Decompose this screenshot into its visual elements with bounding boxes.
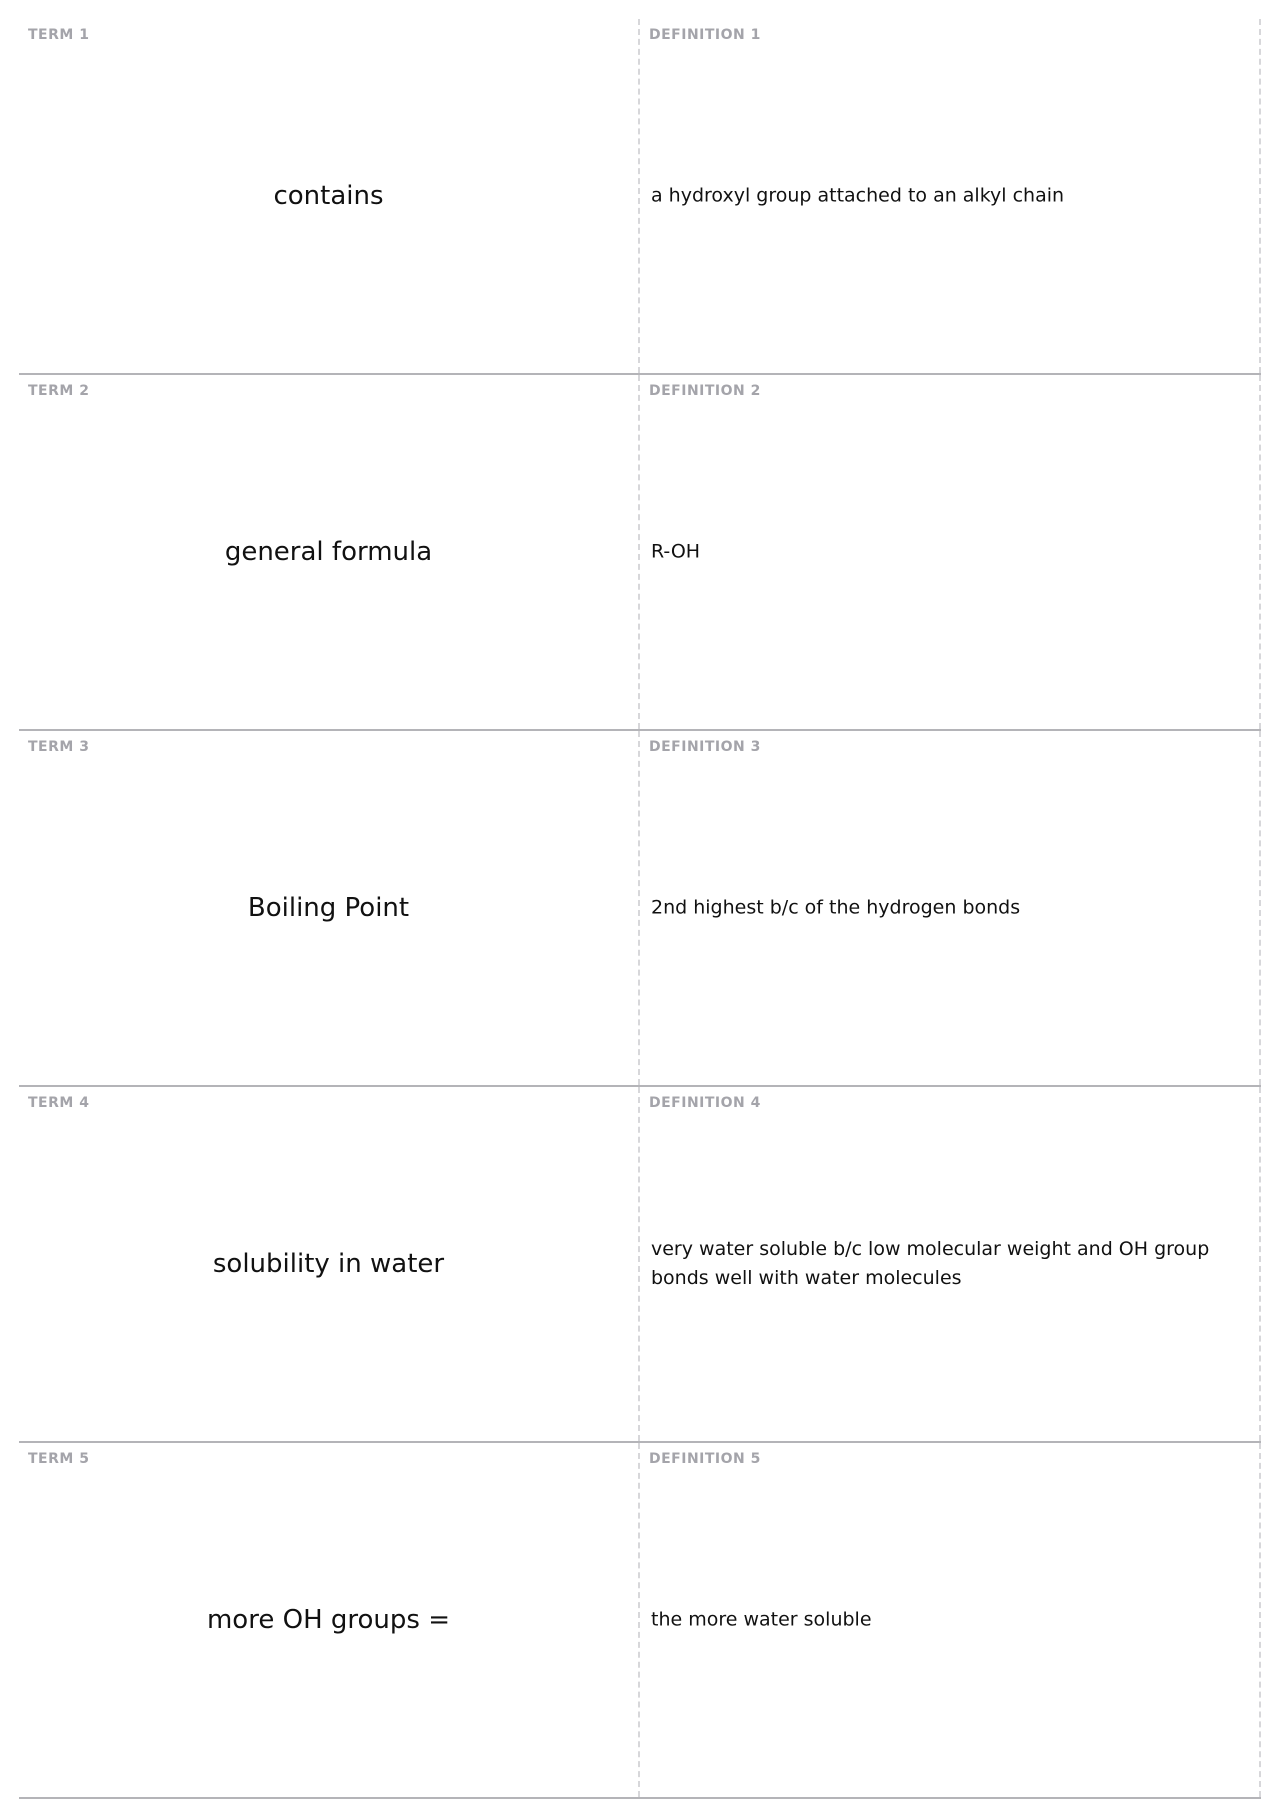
definition-text: a hydroxyl group attached to an alkyl chain [651, 184, 1065, 207]
flashcard-row [19, 19, 1261, 375]
term-text: Boiling Point [247, 893, 410, 923]
term-cell [19, 375, 640, 729]
term-cell [19, 19, 640, 373]
definition-cell [640, 731, 1261, 1085]
definition-text: 2nd highest b/c of the hydrogen bonds [651, 896, 1021, 919]
flashcard-row [19, 731, 1261, 1087]
flashcard-row [19, 1087, 1261, 1443]
term-text: more OH groups = [206, 1605, 450, 1635]
definition-label: DEFINITION 5 [649, 1451, 761, 1467]
flashcard-sheet [19, 19, 1261, 1795]
term-cell [19, 731, 640, 1085]
term-label: TERM 2 [28, 383, 90, 399]
definition-label: DEFINITION 1 [649, 27, 761, 43]
definition-cell [640, 375, 1261, 729]
term-label: TERM 1 [28, 27, 90, 43]
term-label: TERM 5 [28, 1451, 90, 1467]
term-text: contains [273, 181, 384, 211]
definition-cell [640, 1443, 1261, 1797]
definition-cell [640, 19, 1261, 373]
term-text: solubility in water [212, 1249, 445, 1279]
definition-label: DEFINITION 4 [649, 1095, 761, 1111]
definition-text: very water soluble b/c low molecular weight and OH group bonds well with water molecules [651, 1238, 1210, 1289]
definition-label: DEFINITION 2 [649, 383, 761, 399]
flashcard-row [19, 1443, 1261, 1799]
term-text: general formula [224, 537, 433, 567]
definition-text: R-OH [651, 540, 701, 563]
definition-cell [640, 1087, 1261, 1441]
term-cell [19, 1087, 640, 1441]
term-cell [19, 1443, 640, 1797]
term-label: TERM 3 [28, 739, 90, 755]
flashcard-row [19, 375, 1261, 731]
definition-text: the more water soluble [651, 1608, 872, 1631]
term-label: TERM 4 [28, 1095, 90, 1111]
definition-label: DEFINITION 3 [649, 739, 761, 755]
